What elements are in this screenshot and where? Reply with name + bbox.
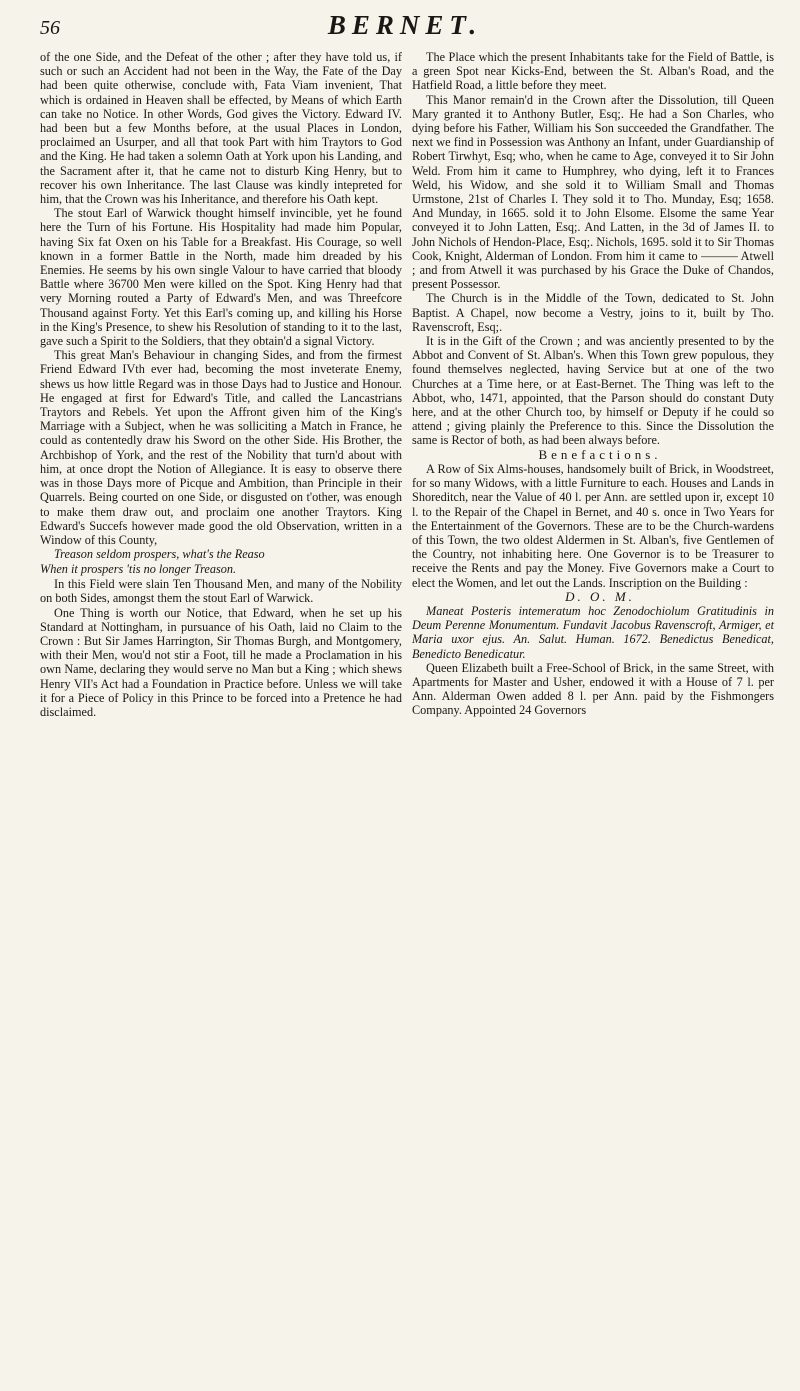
- paragraph: It is in the Gift of the Crown ; and was anciently presented to by the Abbot and Convent of St. Alban's. When this Town grew populous, they found themselves neglected, having Service but at one of the two Churches at a Time here, or at East-Bernet. The Thing was left to the Abbot, who, 1471, appointed, that the Parson should do constant Duty here, and at the other Church too, by himself or Deputy if he could so attend ; giving plainly the Preference to this. Since the Dissolution the same is Rector of both, as had been always before.: [412, 334, 774, 448]
- left-column: [40, 50, 402, 719]
- paragraph: The stout Earl of Warwick thought himself invincible, yet he found here the Turn of his Fortune. His Hospitality had made him Popular, having Six fat Oxen on his Table for a Breakfast. His Courage, so well known in a former Battle in the North, made him dreaded by his Enemies. He seems by his own single Valour to have carried that bloody Battle where 36700 Men were killed on the Spot. King Henry had that very Morning routed a Party of Edward's Men, and was Threefcore Thousand against Forty. Yet this Earl's coming up, and killing his Horse in the King's Presence, to shew his Resolution of standing to it to the last, gave such a Spirit to the Soldiers, that they obtain'd a signal Victory.: [40, 206, 402, 349]
- paragraph: This great Man's Behaviour in changing Sides, and from the firmest Friend Edward IVth ever had, becoming the most inveterate Enemy, shews us how little Regard was in those Days had to Justice and Honour. He engaged at first for Edward's Title, and called the Lancastrians Traytors and Rebels. Yet upon the Affront given him of the King's Marriage with a Subject, when he was solliciting a Match in France, he could as contentedly draw his Sword on the other Side. His Brother, the Archbishop of York, and the rest of the Nobility that turn'd about with him, at once dropt the Notion of Allegiance. It is easy to observe there was in those Days more of Picque and Ambition, than Principle in their Quarrels. Being courted on one Side, or disgusted on t'other, was enough to make them draw out, and proclaim one another Traytors. King Edward's Succefs however made good the old Observation, written in a Window of this County,: [40, 348, 402, 547]
- inscription-text: Maneat Posteris intemeratum hoc Zenodochiolum Gratitudinis in Deum Perenne Monumentum. Fundavit Jacobus Ravenscroft, Armiger, et Maria uxor ejus. An. Salut. Human. 1672. Benedictus Benedicat, Benedicto Benedicatur.: [412, 603, 774, 661]
- right-column: [412, 50, 774, 718]
- paragraph: The Place which the present Inhabitants take for the Field of Battle, is a green Spot near Kicks-End, between the St. Alban's Road, and the Hatfield Road, a little before they meet.: [412, 50, 774, 93]
- paragraph: The Church is in the Middle of the Town, dedicated to St. John Baptist. A Chapel, now become a Vestry, joins to it, built by Tho. Ravenscroft, Esq;.: [412, 291, 774, 334]
- paragraph: of the one Side, and the Defeat of the other ; after they have told us, if such or such an Accident had not been in the Way, the Fate of the Day had been quite otherwise, conclude with, Fata Viam invenient, That which is ordained in Heaven shall be effected, by Means of which Earth can take no Notice. In other Words, God gives the Victory. Edward IV. had been but a few Months before, at the usual Places in London, proclaimed an Usurper, and all that took Part with him Traytors to God and the King. He had taken a solemn Oath at York upon his Landing, and the Sacrament after it, that he came not to disturb King Henry, but to recover his own Inheritance. The last Clause was kindly intepreted for him, that the Crown was his Inheritance, and therefore his Oath kept.: [40, 50, 402, 207]
- page-number: 56: [40, 17, 60, 39]
- paragraph: Queen Elizabeth built a Free-School of Brick, in the same Street, with Apartments for Master and Usher, endowed it with a House of 7 l. per Ann. Alderman Owen added 8 l. per Ann. paid by the Fishmongers Company. Appointed 24 Governors: [412, 660, 774, 718]
- paragraph: This Manor remain'd in the Crown after the Dissolution, till Queen Mary granted it to Anthony Butler, Esq;. He had a Son Charles, who dying before his Father, William his Son succeeded the Grandfather. The next we find in Possession was Anthony an Infant, under Guardianship of Robert Tirwhyt, Esq; who, when he came to Age, conveyed it to Sir John Weld. From him it came to Humphrey, who dying, left it to Frances Weld, his Widow, and she sold it to William Small and Thomas Urmstone, 21st of Charles I. They sold it to Tho. Munday, Esq; 1658. And Munday, in 1665. sold it to John Elsome. Elsome the same Year conveyed it to John Latten, Esq;. And Latten, in the 3d of James II. to John Nichols of Hendon-Place, Esq;. Nichols, 1695. sold it to Sir Thomas Cook, Knight, Alderman of London. From him it came to ——— Atwell ; and from Atwell it was purchased by his Grace the Duke of Chandos, present Possessor.: [412, 92, 774, 292]
- section-heading: Benefactions.: [538, 446, 662, 462]
- running-head: BERNET.: [327, 10, 483, 40]
- inscription-heading: D. O. M.: [565, 588, 635, 604]
- page-header: [40, 10, 770, 46]
- paragraph: One Thing is worth our Notice, that Edward, when he set up his Standard at Nottingham, in pursuance of his Oath, laid no Claim to the Crown : But Sir James Harrington, Sir Thomas Burgh, and Montgomery, with their Men, wou'd not stir a Foot, till he made a Proclamation in his own Name, declaring they would serve no Man but a King ; which shews Henry VII's Act had a Foundation in Practice before. Unless we will take it for a Piece of Policy in this Prince to be forced into a Pretence he had disclaimed.: [40, 605, 402, 719]
- verse-quote: Treason seldom prospers, what's the Reaso When it prospers 'tis no longer Treason.: [40, 547, 265, 577]
- paragraph: A Row of Six Alms-houses, handsomely built of Brick, in Woodstreet, for so many Widows, with a little Furniture to each. Houses and Lands in Shoreditch, near the Value of 40 l. per Ann. are settled upon ir, except 10 l. to the Repair of the Chapel in Bernet, and 40 s. once in Two Years for the Entertainment of the Governors. These are to be the Church-wardens of this Town, the two oldest Aldermen in St. Alban's, five Gentlemen of the Country, not inhabiting here. One Governor is to be Treasurer to receive the Rents and pay the Money. Five Governors make a Court to elect the Women, and let out the Lands. Inscription on the Building :: [412, 461, 774, 590]
- paragraph: In this Field were slain Ten Thousand Men, and many of the Nobility on both Sides, amongst them the stout Earl of Warwick.: [40, 577, 402, 606]
